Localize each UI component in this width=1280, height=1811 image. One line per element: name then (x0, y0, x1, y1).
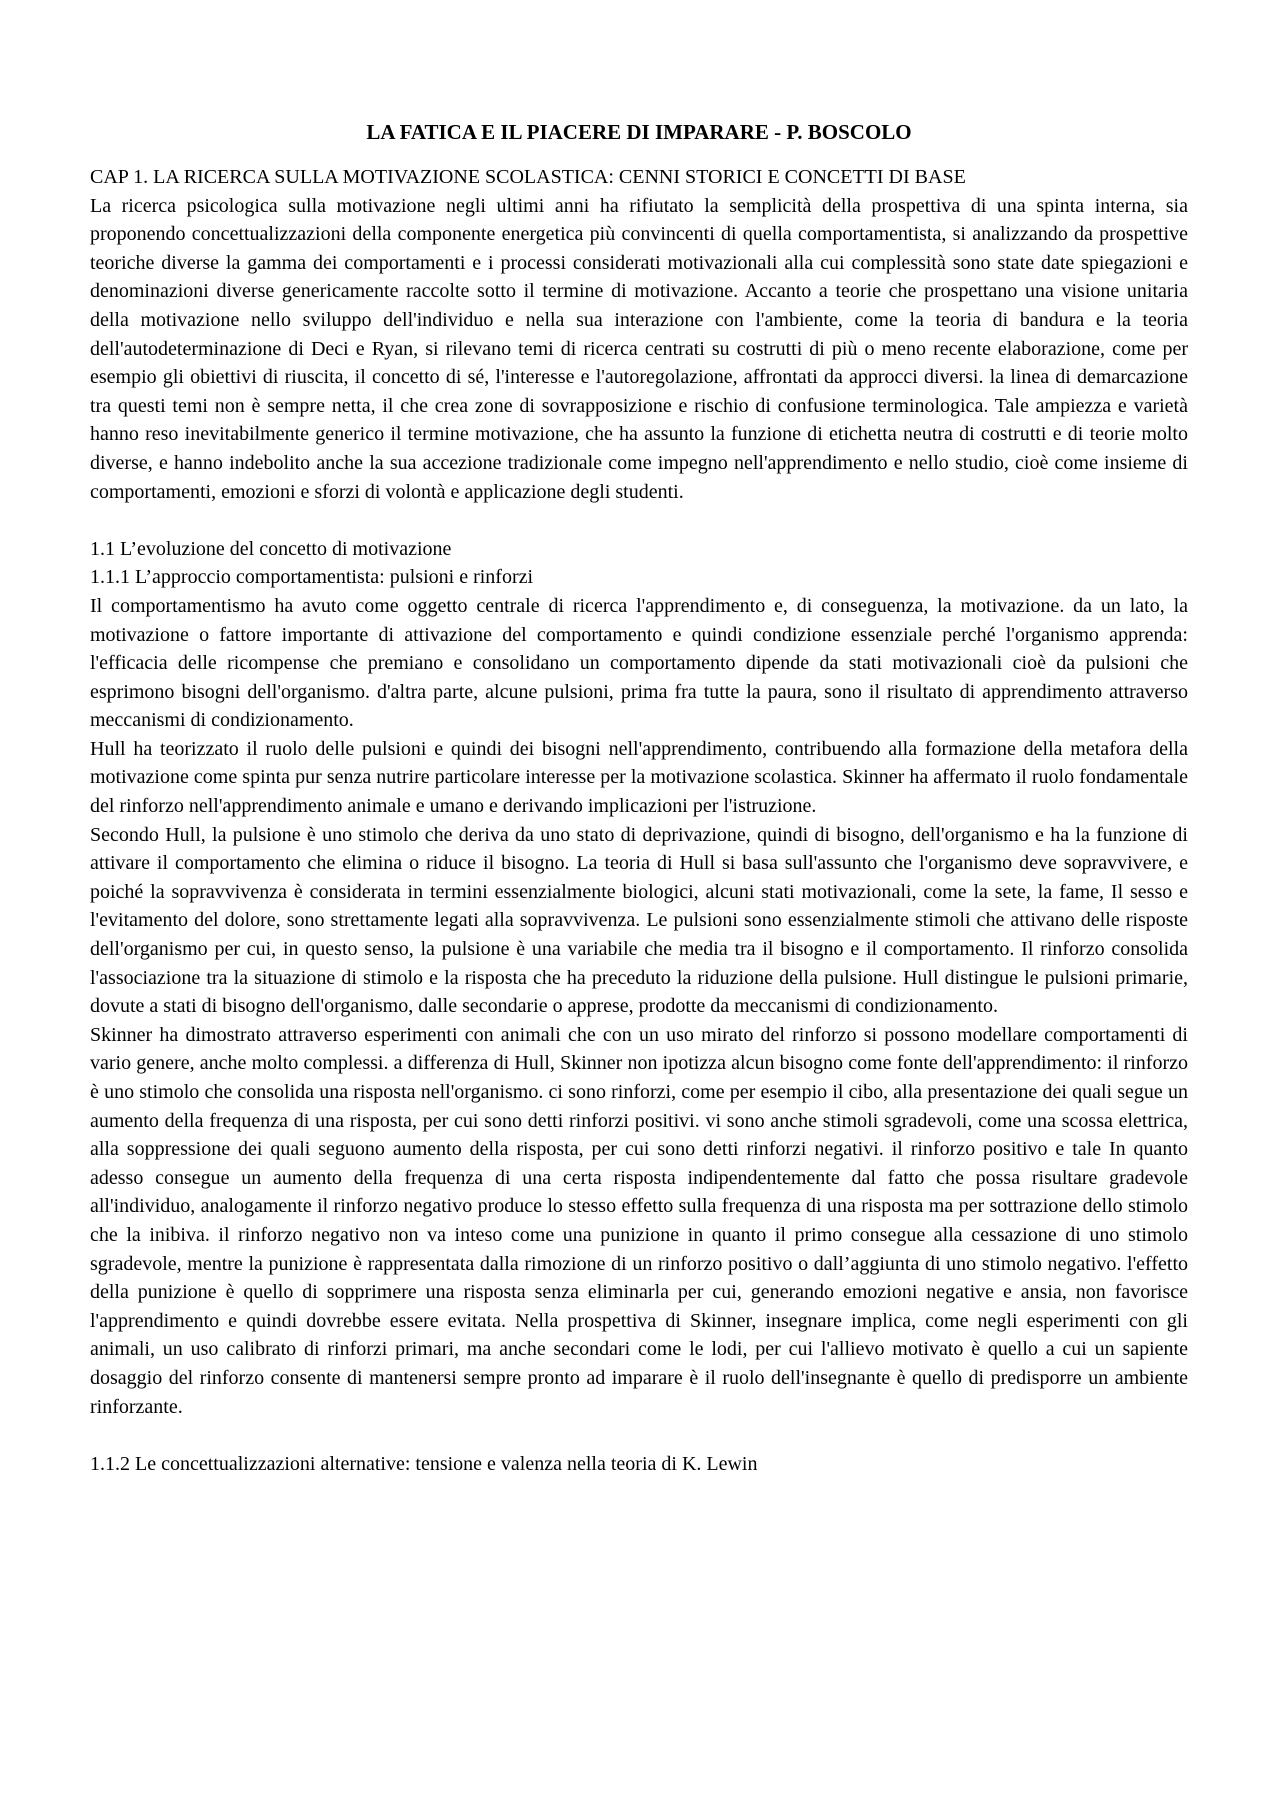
body-paragraph-hull-skinner: Hull ha teorizzato il ruolo delle pulsioni e quindi dei bisogni nell'apprendimento, contribuendo alla formazione della metafora della motivazione come spinta pur senza nutrire particolare interesse per la motivazione scolastica. Skinner ha affermato il ruolo fondamentale del rinforzo nell'apprendimento animale e umano e derivando implicazioni per l'istruzione. (90, 737, 1188, 818)
chapter-heading: CAP 1. LA RICERCA SULLA MOTIVAZIONE SCOLASTICA: CENNI STORICI E CONCETTI DI BASE (90, 166, 966, 188)
body-paragraph-skinner-reinforcement: Skinner ha dimostrato attraverso esperimenti con animali che con un uso mirato del rinforzo si possono modellare comportamenti di vario genere, anche molto complessi. a differenza di Hull, Skinner non ipotizza alcun bisogno come fonte dell'apprendimento: il rinforzo è uno stimolo che consolida una risposta nell'organismo. ci sono rinforzi, come per esempio il cibo, alla presentazione dei quali segue un aumento della frequenza di una risposta, per cui sono detti rinforzi positivi. vi sono anche stimoli sgradevoli, come una scossa elettrica, alla soppressione dei quali seguono aumento della risposta, per cui sono detti rinforzi negativi. il rinforzo positivo e tale In quanto adesso consegue un aumento della frequenza di una certa risposta indipendentemente dal fatto che possa risultare gradevole all'individuo, analogamente il rinforzo negativo produce lo stesso effetto sulla frequenza di una risposta ma per sottrazione dello stimolo che la inibiva. il rinforzo negativo non va inteso come una punizione in quanto il primo consegue alla cessazione di uno stimolo sgradevole, mentre la punizione è rappresentata dalla rimozione di un rinforzo positivo o dall’aggiunta di uno stimolo negativo. l'effetto della punizione è quello di sopprimere una risposta senza eliminarla per cui, generando emozioni negative e ansia, non favorisce l'apprendimento e quindi dovrebbe essere evitata. Nella prospettiva di Skinner, insegnare implica, come negli esperimenti con gli animali, un uso calibrato di rinforzi primari, ma anche secondari come le lodi, per cui l'allievo motivato è quello a cui un sapiente dosaggio del rinforzo consente di mantenersi sempre pronto ad imparare è il ruolo dell'insegnante è quello di predisporre un ambiente rinforzante. (90, 1023, 1188, 1418)
body-paragraph-behaviorism: Il comportamentismo ha avuto come oggetto centrale di ricerca l'apprendimento e, di conseguenza, la motivazione. da un lato, la motivazione o fattore importante di attivazione del comportamento e quindi condizione essenziale perché l'organismo apprenda: l'efficacia delle ricompense che premiano e consolidano un comportamento dipende da stati motivazionali cioè da pulsioni che esprimono bisogni dell'organismo. d'altra parte, alcune pulsioni, prima fra tutte la paura, sono il risultato di apprendimento attraverso meccanismi di condizionamento. (90, 594, 1188, 732)
section-heading-1-1: 1.1 L’evoluzione del concetto di motivazione (90, 537, 452, 560)
paragraph-spacer (90, 1421, 1188, 1450)
intro-paragraph: La ricerca psicologica sulla motivazione negli ultimi anni ha rifiutato la semplicità della prospettiva di una spinta interna, sia proponendo concettualizzazioni della componente energetica più convincenti di quella comportamentista, si analizzando da prospettive teoriche diverse la gamma dei comportamenti e i processi considerati motivazionali alla cui complessità sono state date spiegazioni e denominazioni diverse genericamente raccolte sotto il termine di motivazione. Accanto a teorie che prospettano una visione unitaria della motivazione nello sviluppo dell'individuo e nella sua interazione con l'ambiente, come la teoria di bandura e la teoria dell'autodeterminazione di Deci e Ryan, si rilevano temi di ricerca centrati su costrutti di più o meno recente elaborazione, come per esempio gli obiettivi di riuscita, il concetto di sé, l'interesse e l'autoregolazione, affrontati da approcci diversi. la linea di demarcazione tra questi temi non è sempre netta, il che crea zone di sovrapposizione e rischio di confusione terminologica. Tale ampiezza e varietà hanno reso inevitabilmente generico il termine motivazione, che ha assunto la funzione di etichetta neutra di costrutti e di teorie molto diverse, e hanno indebolito anche la sua accezione tradizionale come impegno nell'apprendimento e nello studio, cioè come insieme di comportamenti, emozioni e sforzi di volontà e applicazione degli studenti. (90, 194, 1188, 503)
paragraph-spacer (90, 506, 1188, 535)
section-heading-1-1-2: 1.1.2 Le concettualizzazioni alternative: tensione e valenza nella teoria di K. Lewin (90, 1452, 758, 1475)
document-body (90, 118, 1188, 1478)
document-title: LA FATICA E IL PIACERE DI IMPARARE - P. BOSCOLO (366, 120, 912, 144)
body-paragraph-hull-drive: Secondo Hull, la pulsione è uno stimolo che deriva da uno stato di deprivazione, quindi di bisogno, dell'organismo e ha la funzione di attivare il comportamento che elimina o riduce il bisogno. La teoria di Hull si basa sull'assunto che l'organismo deve sopravvivere, e poiché la sopravvivenza è considerata in termini essenzialmente biologici, alcuni stati motivazionali, come la sete, la fame, Il sesso e l'evitamento del dolore, sono strettamente legati alla sopravvivenza. Le pulsioni sono essenzialmente stimoli che attivano delle risposte dell'organismo per cui, in questo senso, la pulsione è una variabile che media tra il bisogno e il comportamento. Il rinforzo consolida l'associazione tra la situazione di stimolo e la risposta che ha preceduto la riduzione della pulsione. Hull distingue le pulsioni primarie, dovute a stati di bisogno dell'organismo, dalle secondarie o apprese, prodotte da meccanismi di condizionamento. (90, 823, 1188, 1018)
section-heading-1-1-1: 1.1.1 L’approccio comportamentista: pulsioni e rinforzi (90, 566, 534, 589)
